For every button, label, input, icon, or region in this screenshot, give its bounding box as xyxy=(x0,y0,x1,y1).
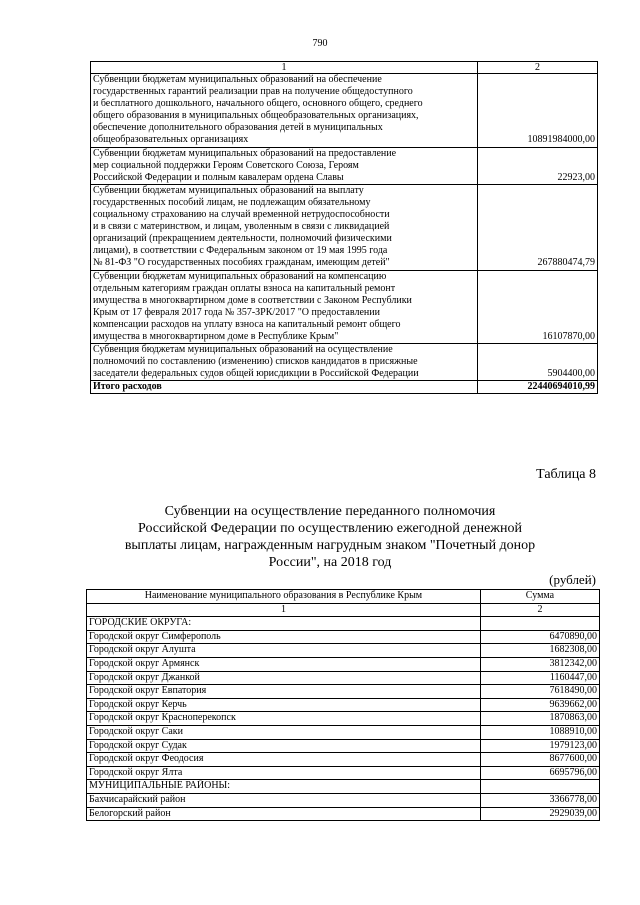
table-row xyxy=(87,685,600,699)
table-row xyxy=(87,807,600,821)
description-line: Российской Федерации и полным кавалерам ордена Славы xyxy=(93,171,344,183)
column-number-row xyxy=(87,603,600,617)
header-amount: Сумма xyxy=(480,590,599,604)
municipality-name: Белогорский район xyxy=(87,807,481,821)
municipality-amount: 3812342,00 xyxy=(480,657,599,671)
description-line: № 81-ФЗ "О государственных пособиях гражданам, имеющим детей" xyxy=(93,257,390,269)
table-row xyxy=(87,630,600,644)
description-line: компенсации расходов на уплату взноса на капитальный ремонт общего xyxy=(93,318,401,330)
description-line: государственных гарантий реализации прав на получение общедоступного xyxy=(93,86,413,98)
municipality-amount: 1870863,00 xyxy=(480,712,599,726)
municipality-amount: 2929039,00 xyxy=(480,807,599,821)
municipality-name: Городской округ Армянск xyxy=(87,657,481,671)
section-title: МУНИЦИПАЛЬНЫЕ РАЙОНЫ: xyxy=(87,780,481,794)
description-line: Субвенция бюджетам муниципальных образований на осуществление xyxy=(93,344,393,356)
municipality-amount: 7618490,00 xyxy=(480,685,599,699)
description-line: имущества в многоквартирном доме в Республике Крым" xyxy=(93,330,339,342)
table-row xyxy=(87,753,600,767)
description-line: имущества в многоквартирном доме в соответствии с Законом Республики xyxy=(93,294,412,306)
description-line: общего образования в муниципальных общеобразовательных организациях, xyxy=(93,110,419,122)
municipality-amount: 6695796,00 xyxy=(480,766,599,780)
expense-amount: 22923,00 xyxy=(477,147,597,184)
column-number-2: 2 xyxy=(480,603,599,617)
municipality-amount: 1682308,00 xyxy=(480,644,599,658)
municipality-amount: 3366778,00 xyxy=(480,793,599,807)
municipality-amount: 8677600,00 xyxy=(480,753,599,767)
municipality-amount: 1160447,00 xyxy=(480,671,599,685)
municipality-name: Городской округ Керчь xyxy=(87,698,481,712)
description-line: Субвенции бюджетам муниципальных образований на выплату xyxy=(93,184,364,196)
column-number-2: 2 xyxy=(477,62,597,74)
municipality-name: Городской округ Саки xyxy=(87,725,481,739)
description-line: заседатели федеральных судов общей юрисдикции в Российской Федерации xyxy=(93,368,419,380)
expense-amount: 5904400,00 xyxy=(477,344,597,381)
title-line: Российской Федерации по осуществлению ежегодной денежной xyxy=(138,521,522,536)
units-label: (рублей) xyxy=(549,572,596,587)
table-label: Таблица 8 xyxy=(536,467,596,482)
description-line: обеспечение дополнительного образования детей в муниципальных xyxy=(93,122,383,134)
municipality-amount: 1979123,00 xyxy=(480,739,599,753)
table-row xyxy=(87,725,600,739)
description-line: организаций (прекращением деятельности, полномочий физическими xyxy=(93,233,392,245)
column-number-1: 1 xyxy=(91,62,478,74)
municipality-name: Бахчисарайский район xyxy=(87,793,481,807)
table-title xyxy=(110,503,550,571)
column-number-1: 1 xyxy=(87,603,481,617)
expense-description xyxy=(91,344,478,381)
table-row xyxy=(87,671,600,685)
table-row xyxy=(91,270,598,344)
section-empty-cell xyxy=(480,780,599,794)
table-row xyxy=(87,657,600,671)
table-row xyxy=(91,147,598,184)
municipality-amount: 9639662,00 xyxy=(480,698,599,712)
section-row xyxy=(87,780,600,794)
title-line: выплаты лицам, награжденным нагрудным знаком "Почетный донор xyxy=(124,538,536,553)
expense-amount: 10891984000,00 xyxy=(477,74,597,148)
table-row xyxy=(87,644,600,658)
municipality-name: Городской округ Феодосия xyxy=(87,753,481,767)
section-row xyxy=(87,617,600,631)
municipality-name: Городской округ Ялта xyxy=(87,766,481,780)
description-line: социальному страхованию на случай временной нетрудоспособности xyxy=(93,209,390,221)
title-line: Субвенции на осуществление переданного полномочия xyxy=(164,504,496,519)
description-line: Крым от 17 февраля 2017 года № 357-ЗРК/2017 "О предоставлении xyxy=(93,306,380,318)
expense-description xyxy=(91,270,478,344)
description-line: общеобразовательных организациях xyxy=(93,134,249,146)
expense-amount: 16107870,00 xyxy=(477,270,597,344)
municipality-name: Городской округ Джанкой xyxy=(87,671,481,685)
description-line: лицами), в соответствии с Федеральным законом от 19 мая 1995 года xyxy=(93,245,388,257)
description-line: и бесплатного дошкольного, начального общего, основного общего, среднего xyxy=(93,98,423,110)
description-line: государственных пособий лицам, не подлежащим обязательному xyxy=(93,196,371,208)
table-row xyxy=(91,74,598,148)
expense-amount: 267880474,79 xyxy=(477,184,597,270)
expense-description xyxy=(91,184,478,270)
municipality-name: Городской округ Евпатория xyxy=(87,685,481,699)
expense-description xyxy=(91,147,478,184)
table-row xyxy=(87,698,600,712)
municipality-amount: 1088910,00 xyxy=(480,725,599,739)
table-row xyxy=(87,739,600,753)
description-line: полномочий по составлению (изменению) списков кандидатов в присяжные xyxy=(93,356,418,368)
description-line: мер социальной поддержки Героям Советского Союза, Героям xyxy=(93,159,359,171)
table-row xyxy=(91,344,598,381)
description-line: и в связи с материнством, и лицам, уволенным в связи с ликвидацией xyxy=(93,221,390,233)
description-line: Субвенции бюджетам муниципальных образований на компенсацию xyxy=(93,270,387,282)
total-label: Итого расходов xyxy=(91,381,478,394)
table-row xyxy=(87,766,600,780)
table-header-row xyxy=(87,590,600,604)
table-row xyxy=(87,712,600,726)
table-row xyxy=(91,184,598,270)
section-title: ГОРОДСКИЕ ОКРУГА: xyxy=(87,617,481,631)
title-line: России", на 2018 год xyxy=(268,555,392,570)
expense-description xyxy=(91,74,478,148)
expenses-table xyxy=(90,61,598,394)
page-number: 790 xyxy=(312,38,328,49)
municipality-name: Городской округ Красноперекопск xyxy=(87,712,481,726)
total-row xyxy=(91,381,598,394)
total-amount: 22440694010,99 xyxy=(477,381,597,394)
municipality-name: Городской округ Симферополь xyxy=(87,630,481,644)
header-municipality: Наименование муниципального образования в Республике Крым xyxy=(87,590,481,604)
municipality-name: Городской округ Алушта xyxy=(87,644,481,658)
municipality-amount: 6470890,00 xyxy=(480,630,599,644)
table-row xyxy=(87,793,600,807)
municipality-name: Городской округ Судак xyxy=(87,739,481,753)
description-line: Субвенции бюджетам муниципальных образований на предоставление xyxy=(93,147,397,159)
description-line: Субвенции бюджетам муниципальных образований на обеспечение xyxy=(93,74,382,85)
section-empty-cell xyxy=(480,617,599,631)
column-number-row xyxy=(91,62,598,74)
description-line: отдельным категориям граждан оплаты взноса на капитальный ремонт xyxy=(93,282,396,294)
donor-payments-table xyxy=(86,589,600,821)
